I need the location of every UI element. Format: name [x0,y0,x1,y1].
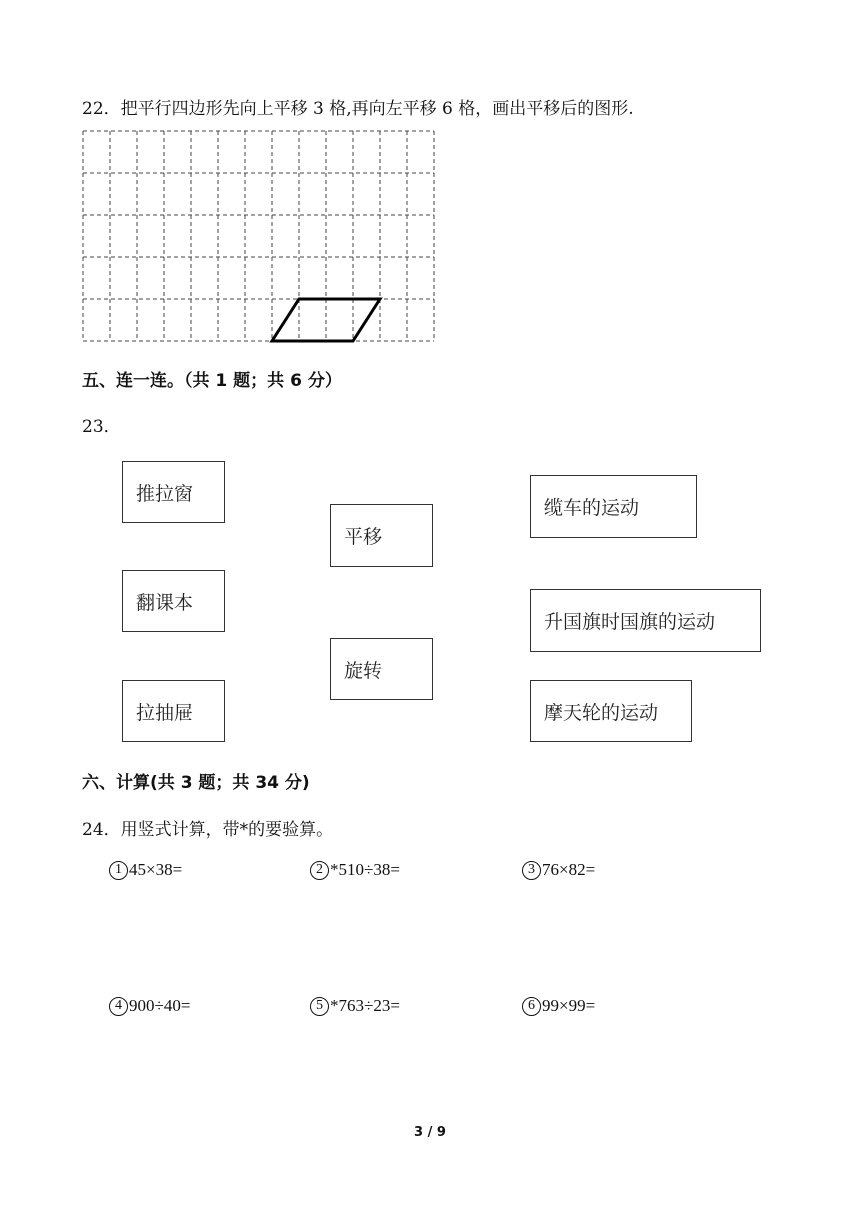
circled-number: 3 [522,861,541,880]
match-box-flag-raising: 升国旗时国旗的运动 [530,589,761,652]
match-box-translation: 平移 [330,504,433,567]
calc-item-5 [310,996,400,1016]
calc-expression: 900÷40= [129,996,191,1015]
question-22-text: 22．把平行四边形先向上平移 3 格,再向左平移 6 格，画出平移后的图形. [82,99,634,119]
circled-number: 4 [109,997,128,1016]
page-number: 3 / 9 [414,1125,446,1140]
calc-expression: *763÷23= [330,996,400,1015]
calc-expression: 76×82= [542,860,596,879]
match-box-cable-car: 缆车的运动 [530,475,697,538]
match-box-rotation: 旋转 [330,638,433,700]
calc-item-2 [310,860,400,880]
section-5-title: 五、连一连。（共 1 题；共 6 分） [82,371,342,391]
dashed-grid [82,130,440,346]
calc-item-1 [109,860,182,880]
question-24-text: 24．用竖式计算，带*的要验算。 [82,820,334,840]
calc-expression: *510÷38= [330,860,400,879]
calc-item-4 [109,996,190,1016]
calc-expression: 99×99= [542,996,596,1015]
match-box-flip-book: 翻课本 [122,570,225,632]
match-box-ferris-wheel: 摩天轮的运动 [530,680,692,742]
calc-item-6 [522,996,595,1016]
calc-item-3 [522,860,595,880]
circled-number: 6 [522,997,541,1016]
section-6-title: 六、计算(共 3 题；共 34 分) [82,773,310,793]
circled-number: 5 [310,997,329,1016]
match-box-pull-drawer: 拉抽屉 [122,680,225,742]
circled-number: 1 [109,861,128,880]
calc-expression: 45×38= [129,860,183,879]
match-box-push-window: 推拉窗 [122,461,225,523]
circled-number: 2 [310,861,329,880]
question-23-number: 23． [82,417,121,437]
